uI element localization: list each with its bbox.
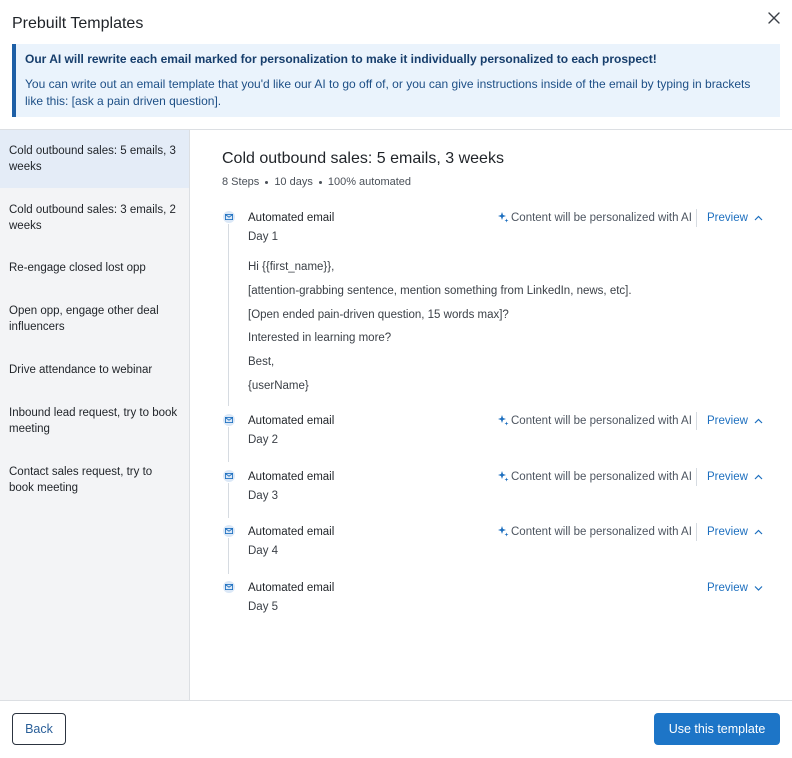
close-button[interactable] <box>764 9 784 29</box>
chevron-down-icon <box>754 585 763 591</box>
step-day: Day 2 <box>248 434 279 446</box>
ai-info-banner <box>12 44 780 117</box>
template-item-label: Open opp, engage other deal influencers <box>9 305 159 333</box>
email-body-line: [attention-grabbing sentence, mention something from LinkedIn, news, etc]. <box>248 285 632 297</box>
template-item-inbound-lead[interactable] <box>0 392 189 450</box>
email-body-line: {userName} <box>248 380 309 392</box>
divider <box>0 700 792 701</box>
email-body-line: [Open ended pain-driven question, 15 words max]? <box>248 309 509 321</box>
email-body-line: Best, <box>248 356 275 368</box>
banner-instructions: You can write out an email template that you'd like our AI to go off of, or you can give instructions inside of the email by typing in brackets like this: [ask a pain driven question]. <box>25 77 751 108</box>
template-list <box>0 130 190 700</box>
template-item-cold-outbound-3[interactable] <box>0 189 189 247</box>
ai-note-text: Content will be personalized with AI <box>511 212 692 224</box>
chevron-up-icon <box>754 529 763 535</box>
preview-label: Preview <box>707 212 748 224</box>
use-template-button[interactable]: Use this template <box>654 713 780 745</box>
preview-toggle-button[interactable] <box>707 471 763 483</box>
divider <box>696 412 697 430</box>
template-item-label: Cold outbound sales: 3 emails, 2 weeks <box>9 204 176 232</box>
divider <box>696 468 697 486</box>
step-day: Day 3 <box>248 490 279 502</box>
mail-icon <box>223 414 235 426</box>
mail-icon <box>223 581 235 593</box>
chevron-up-icon <box>754 418 763 424</box>
sparkle-icon <box>497 211 509 223</box>
preview-toggle-button[interactable] <box>707 526 763 538</box>
preview-label: Preview <box>707 415 748 427</box>
step-title: Automated email <box>248 526 335 538</box>
sparkle-icon <box>497 470 509 482</box>
sparkle-icon <box>497 525 509 537</box>
banner-headline: Our AI will rewrite each email marked for personalization to make it individually personalized to each prospect! <box>25 52 657 66</box>
preview-label: Preview <box>707 582 748 594</box>
ai-personalized-note <box>497 211 692 224</box>
close-icon <box>764 9 784 29</box>
template-title: Cold outbound sales: 5 emails, 3 weeks <box>222 150 504 167</box>
modal-title: Prebuilt Templates <box>12 15 144 32</box>
back-button[interactable]: Back <box>12 713 66 745</box>
divider <box>696 523 697 541</box>
template-item-re-engage[interactable] <box>0 247 189 289</box>
step-day: Day 4 <box>248 545 279 557</box>
preview-label: Preview <box>707 526 748 538</box>
ai-personalized-note <box>497 414 692 427</box>
timeline-connector <box>228 483 229 518</box>
dot-separator <box>265 181 268 184</box>
template-item-label: Contact sales request, try to book meeting <box>9 466 153 494</box>
step-day: Day 5 <box>248 601 279 613</box>
timeline-connector <box>228 427 229 462</box>
ai-note-text: Content will be personalized with AI <box>511 471 692 483</box>
sparkle-icon <box>497 414 509 426</box>
template-item-label: Inbound lead request, try to book meeting <box>9 407 178 435</box>
divider <box>696 209 697 227</box>
mail-icon <box>223 211 235 223</box>
template-detail <box>190 130 792 700</box>
template-item-label: Re-engage closed lost opp <box>9 262 146 274</box>
timeline-connector <box>228 224 229 406</box>
preview-toggle-button[interactable] <box>707 582 763 594</box>
template-item-webinar[interactable] <box>0 349 189 391</box>
step-day: Day 1 <box>248 231 279 243</box>
template-item-label: Cold outbound sales: 5 emails, 3 weeks <box>9 145 176 173</box>
step-title: Automated email <box>248 212 335 224</box>
preview-label: Preview <box>707 471 748 483</box>
preview-toggle-button[interactable] <box>707 212 763 224</box>
template-item-open-opp[interactable] <box>0 290 189 348</box>
template-item-cold-outbound-5[interactable] <box>0 130 189 188</box>
template-meta <box>222 176 411 188</box>
email-body-line: Hi {{first_name}}, <box>248 261 335 273</box>
modal-header <box>0 0 792 44</box>
mail-icon <box>223 525 235 537</box>
meta-automation: 100% automated <box>327 176 412 188</box>
timeline-connector <box>228 538 229 574</box>
template-item-contact-sales[interactable] <box>0 451 189 509</box>
chevron-up-icon <box>754 474 763 480</box>
chevron-up-icon <box>754 215 763 221</box>
template-item-label: Drive attendance to webinar <box>9 364 153 376</box>
email-body-line: Interested in learning more? <box>248 332 392 344</box>
dot-separator <box>319 181 322 184</box>
step-title: Automated email <box>248 415 335 427</box>
meta-days: 10 days <box>274 176 313 188</box>
preview-toggle-button[interactable] <box>707 415 763 427</box>
ai-personalized-note <box>497 525 692 538</box>
step-title: Automated email <box>248 582 335 594</box>
step-title: Automated email <box>248 471 335 483</box>
ai-personalized-note <box>497 470 692 483</box>
ai-note-text: Content will be personalized with AI <box>511 526 692 538</box>
meta-steps: 8 Steps <box>222 176 260 188</box>
ai-note-text: Content will be personalized with AI <box>511 415 692 427</box>
mail-icon <box>223 470 235 482</box>
